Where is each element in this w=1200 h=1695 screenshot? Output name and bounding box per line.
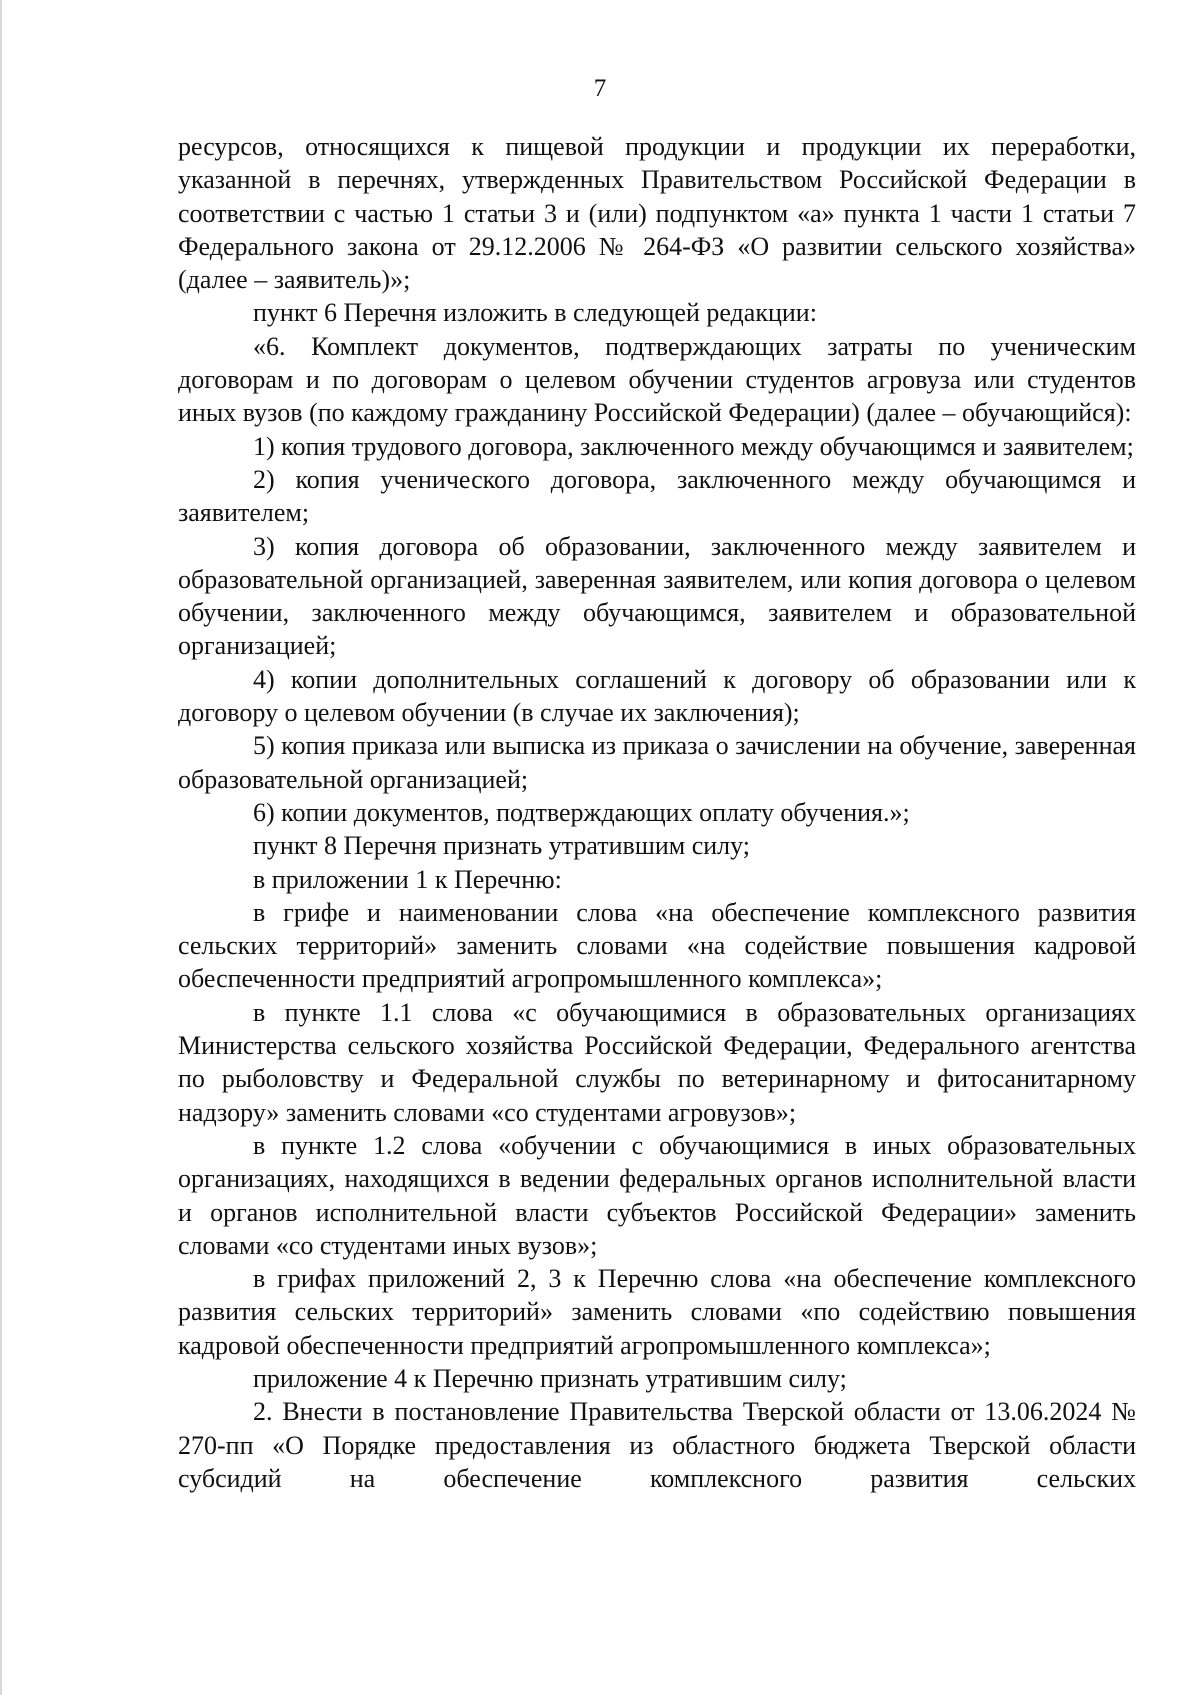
scan-edge xyxy=(0,0,2,1695)
list-item-1: 1) копия трудового договора, заключенного между обучающимся и заявителем; xyxy=(253,431,1134,461)
paragraph-point-1-2: в пункте 1.2 слова «обучении с обучающимися в иных образовательных организациях, находящихся в ведении федеральных органов исполнительной власти и органов исполнительной власти субъектов Российской Федерации» заменить словами «со студентами иных вузов»; xyxy=(178,1130,1136,1260)
list-item-4: 4) копии дополнительных соглашений к договору об образовании или к договору о целевом обучении (в случае их заключения); xyxy=(178,664,1136,728)
paragraph-appendix1: в приложении 1 к Перечню: xyxy=(253,864,562,894)
paragraph-appendix1-title: в грифе и наименовании слова «на обеспечение комплексного развития сельских территорий» заменить словами «на содействие повышения кадровой обеспеченности предприятий агропромышленного комплекса»; xyxy=(178,897,1136,994)
page-number: 7 xyxy=(593,75,607,102)
paragraph-section-2: 2. Внести в постановление Правительства Тверской области от 13.06.2024 № 270-пп «О Порядке предоставления из областного бюджета Тверской области субсидий на обеспечение комплексного развития сельских xyxy=(178,1397,1136,1493)
paragraph-appendix4: приложение 4 к Перечню признать утратившим силу; xyxy=(253,1363,847,1393)
paragraph-item6-intro: пункт 6 Перечня изложить в следующей редакции: xyxy=(253,298,817,328)
list-item-6: 6) копии документов, подтверждающих оплату обучения.»; xyxy=(253,797,910,827)
list-item-2: 2) копия ученического договора, заключенного между обучающимся и заявителем; xyxy=(178,464,1136,528)
paragraph-item8: пункт 8 Перечня признать утратившим силу; xyxy=(253,831,751,861)
list-item-5: 5) копия приказа или выписка из приказа о зачислении на обучение, заверенная образовательной организацией; xyxy=(178,731,1136,794)
document-body xyxy=(178,130,1136,1495)
paragraph-appendices-2-3: в грифах приложений 2, 3 к Перечню слова «на обеспечение комплексного развития сельских территорий» заменить словами «по содействию повышения кадровой обеспеченности предприятий агропромышленного комплекса»; xyxy=(178,1264,1136,1360)
paragraph-point-1-1: в пункте 1.1 слова «с обучающимися в образовательных организациях Министерства сельского хозяйства Российской Федерации, Федерального агентства по рыболовству и Федеральной службы по ветеринарному и фитосанитарному надзору» заменить словами «со студентами агровузов»; xyxy=(178,997,1136,1127)
paragraph-continuation: ресурсов, относящихся к пищевой продукции и продукции их переработки, указанной в перечнях, утвержденных Правительством Российской Федерации в соответствии с частью 1 статьи 3 и (или) подпунктом «а» пункта 1 части 1 статьи 7 Федерального закона от 29.12.2006 № 264-ФЗ «О развитии сельского хозяйства» (далее – заявитель)»; xyxy=(178,132,1136,295)
paragraph-item6-text: «6. Комплект документов, подтверждающих затраты по ученическим договорам и по договорам о целевом обучении студентов агровуза или студентов иных вузов (по каждому гражданину Российской Федерации) (далее – обучающийся): xyxy=(178,331,1136,428)
list-item-3: 3) копия договора об образовании, заключенного между заявителем и образовательной организацией, заверенная заявителем, или копия договора о целевом обучении, заключенного между обучающимся, заявителем и образовательной организацией; xyxy=(178,531,1136,661)
